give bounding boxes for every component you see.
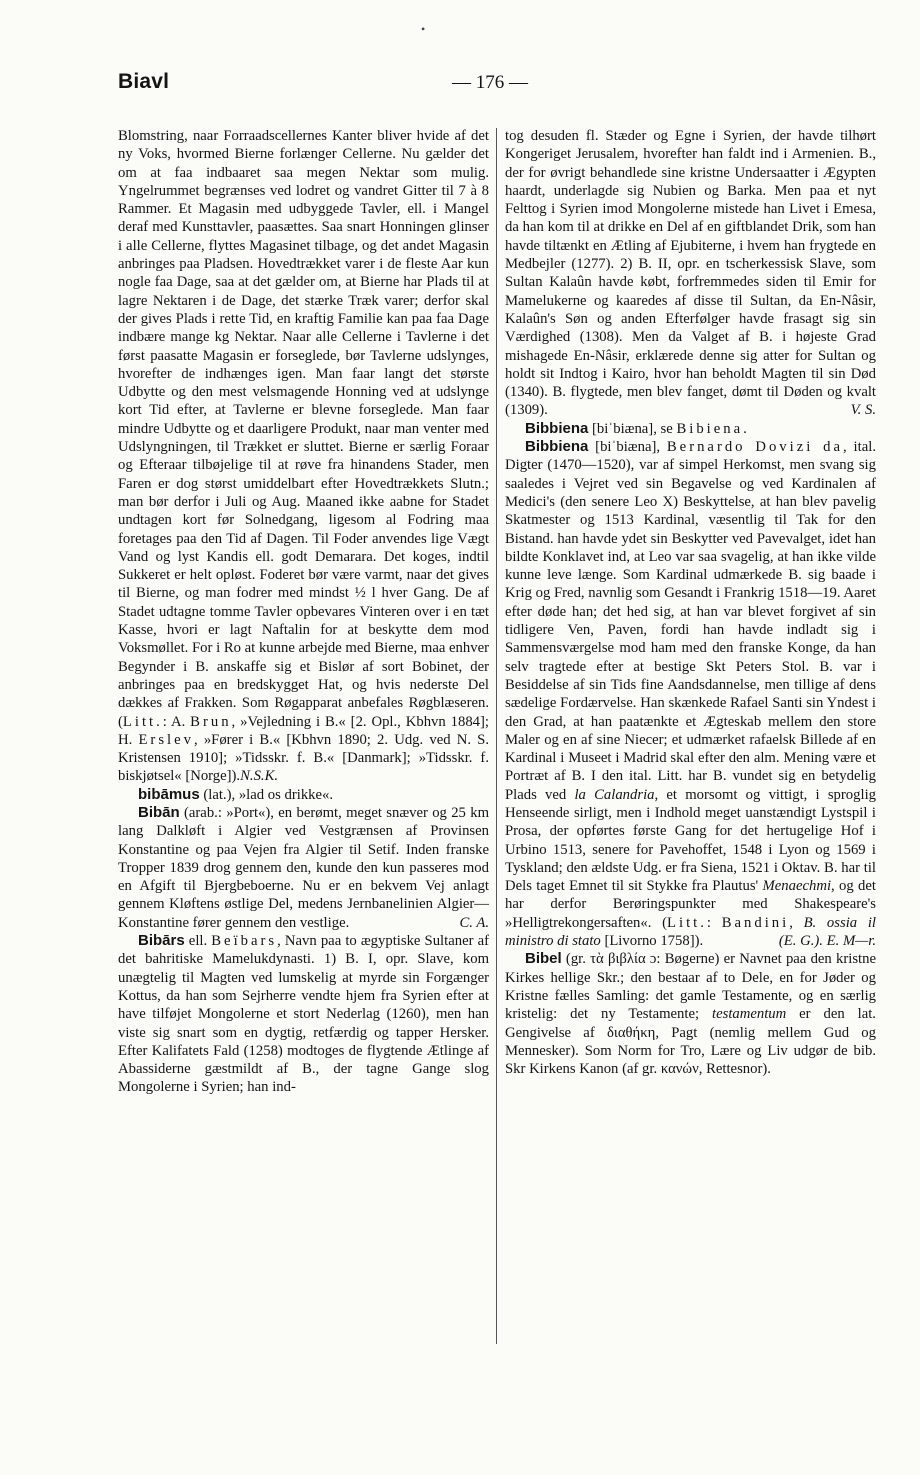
author-erslev: Erslev [138,731,194,748]
right-column [505,127,876,1078]
name-bernardo-dovizi: Bernardo Dovizi da [666,439,844,456]
variant-beibars: Beïbars [211,933,278,950]
entry-bibbiena-ref: Bibbiena [biˈbiæna], se Bibiena. [525,419,747,437]
headword-bibbiena-2: Bibbiena [525,438,589,456]
signature-ca: C. A. [459,914,489,931]
entry-bibars: Bibārs ell. Beïbars, Navn paa to ægyptiske Sultaner af det bahritiske Mamelukdynasti. 1) B. I, opr. Slave, kom unægtelig til Magten ved lumskelig at myrde sin Forgænger Kottus, da han som Sejrherre vendte hjem fra Syrien efter at have tilføjet Mongolerne et stort Nederlag (1260), men han viste sig snart som en dygtig, retfærdig og tapper Hersker. Efter Kalifatets Fald (1258) modtoges de flygtende Ætlinge af Abassiderne gæstmildt af B., der tagne Gange slog Mongolerne i Syrien; han ind- [118,932,490,1096]
signature-vs: V. S. [850,402,876,419]
signature-nsk: N.S.K. [240,768,279,785]
headword-bibbiena-1: Bibbiena [525,419,589,437]
entry-bibbiena: Bibbiena [biˈbiæna], Bernardo Dovizi da, ital. Digter (1470—1520), var af simpel Herkomst, men svang sig saaledes i Vejret ved sin Begavelse og ved Kardinalen af Medici's (den senere Leo X) Beskyttelse, at han blev pavelig Skatmester og 1513 Kardinal, væsentlig til Tak for den Bistand. han havde ydet sin Beskytter ved Pavevalget, idet han bildte Konklavet ind, at Leo var saa svagelig, at han ikke vilde kunne leve længe. Som Kardinal udmærkede B. sig baade i Krig og Fred, navnlig som Gesandt i Frankrig 1518—19. Aaret efter døde han; det hed sig, at han var blevet forgivet af sin tidligere Ven, Paven, fordi han havde indladt sig i Sammensværgelse mod ham med den franske Konge, da han selv tragtede efter at bestige Skt Peters Stol. B. var i Besiddelse af sin Tids fine Aandsdannelse, men tillige af dens sædelige Fordærvelse. Han skænkede Rafael Santi sin Yndest i den Grad, at han paatænkte et Ægteskab mellem den store Maler og en af sine Niecer; et udmærket rafaelsk Billede af en Kardinal i Museet i Madrid skal efter den alm. Mening være et Portræt af B. I den ital. Litt. har B. vundet sig en betydelig Plads ved la Calandria, et morsomt og vittigt, i sproglig Henseende sirligt, men i Indhold meget uanstændigt Lystspil i Prosa, der opførtes første Gang for det hertugelige Hof i Urbino 1513, senere for Pavehoffet, 1548 i Lyon og 1569 i Tyskland; den ældste Udg. er fra Siena, 1521 i Oktav. B. har til Dels taget Emnet til sit Stykke fra Plautus' Menaechmi, og det har derfor Berøringspunkter med Shakespeare's »Helligtrekongersaften«. (Litt.: Bandini, B. ossia il ministro di stato [Livorno 1758]). (E. G.). E. M—r. [505,438,876,950]
author-brun: Brun [190,713,232,730]
entry-bibars-continuation: tog desuden fl. Stæder og Egne i Syrien, der havde tilhørt Kongeriget Jerusalem, hvorefter han faldt ind i Armenien. B., der for øvrigt behandlede sine kristne Undersaatter i Ægypten haardt, underlagde sig Nubien og Barka. Men paa et nyt Felttog i Syrien imod Mongolerne mistede han Livet i Emesa, da han kom til at drikke en Del af en giftblandet Drik, som han havde tiltænkt en Ætling af Ejubiterne, i hvem han frygtede en Medbejler (1277). 2) B. II, opr. en tscherkessisk Slave, som Sultan Kalaûn havde købt, forfremmedes siden til Emir for Mamelukerne og kaaredes af disse til Sultan, da En-Nâsir, Kalaûn's Søn og anden Efterfølger havde frasagt sig sin Værdighed (1308). Men da Valget af B. i højeste Grad mishagede En-Nâsir, erklærede denne sig atter for Sultan og holdt sit Indtog i Kairo, hvor han beholdt Magten til sin Død (1340). B. flygtede, men blev fanget, dømt til Døden og kvalt (1309). V. S. [505,128,876,419]
litt-label: Litt. [667,914,707,931]
column-divider [496,128,497,1344]
entry-biban: Bibān (arab.: »Port«), en berømt, meget snæver og 25 km lang Dalkløft i Algier ved Vestgrænsen af Provinsen Konstantine og paa Vejen fra Algier til Setif. Inden franske Tropper 1839 drog gennem den, kunde den kun passeres mod en Afgift til Bjergbeboerne. Nu er en bekvem Vej anlagt gennem Kløftens østlige Del, medens Jernbanelinien Algier—Konstantine fører gennem den vestlige. C. A. [118,803,489,931]
top-dot-mark: • [421,22,426,36]
entry-biavl-continuation: Blomstring, naar Forraadscellernes Kanter bliver hvide af det ny Voks, hvormed Bierne forlænger Cellerne. Nu gælder det om at faa indbaaret saa megen Nektar som mulig. Yngelrummet begrænses ved lodret og vandret Gitter til 7 à 8 Rammer. Et Magasin med udbyggede Tavler, ell. i Mangel deraf med Kunsttavler, paasættes. Saa snart Honningen glinser i alle Cellerne, flyttes Magasinet tilbage, og det andet Magasin anbringes paa Pladsen. Hovedtrækket varer i de fleste Aar kun nogle faa Dage, saa at det gælder om, at Bierne har Plads til at lagre Nektaren i de Dage, det stærke Træk varer; derfor skal der gives Plads i rette Tid, en kraftig Familie kan paa faa Dage indbære mange kg Nektar. Naar alle Cellerne i Tavlerne i det først paasatte Magasin er forseglede, bør Tavlerne udslynges, hvorefter de indhænges igen. Man faar langt det største Udbytte og den mest velsmagende Honning ved at udslynge kort Tid efter, at Tavlerne er blevne forseglede. Man faar mindre Udbytte og et daarligere Produkt, naar man venter med Udslyngningen, til Trækket er sluttet. Bierne er særlig Foraar og Efteraar tilbøjelige til at røve fra hinandens Stader, men Faren er dog størst umiddelbart efter Hovedtrækkets Slutn.; man bør derfor i Juli og Aug. Maaned ikke aabne for Stadet undtagen kort før Solnedgang, ligesom al Fodring maa foretages paa den Tid af Dagen. Til Foder anvendes lige Vægt Vand og lyst Kandis ell. godt Demarara. Det koges, indtil Sukkeret er helt opløst. Foderet bør være varmt, naar det gives til Bierne, og man fodrer med mindst ½ l hver Gang. De af Stadet udtagne tomme Tavler opbevares Vinteren over i en tæt Kasse, hvori er lagt Naftalin for at beskytte dem mod Voksmøllet. For i Ro at kunne arbejde med Bierne, maa enhver Begynder i B. anskaffe sig et Bislør af sort Bobinet, der anbringes paa en bredskygget Hat, og hvis nederste Del dækkes af Frakken. Som Røgapparat anbefales Røgblæseren. (Litt.: A. Brun, »Vejledning i B.« [2. Opl., Kbhvn 1884]; H. Erslev, »Fører i B.« [Kbhvn 1890; 2. Udg. ved N. S. Kristensen 1910]; »Tidsskr. f. B.« [Danmark]; »Tidsskr. f. biskjøtsel« [Norge]).N.S.K. [118,128,490,785]
title-ossia: B. ossia il ministro di stato [505,914,876,950]
headword-biban: Bibān [138,803,180,821]
entry-bibel: Bibel (gr. τὰ βιβλία ɔ: Bøgerne) er Navnet paa den kristne Kirkes hellige Skr.; den bestaar af to Dele, en for Jøder og Kristne fælles Samling: det gamle Testamente, og en særlig kristelig: det ny Testamente; testamentum er den lat. Gengivelse af διαθήκη, Pagt (nemlig mellem Gud og Mennesker). Som Norm for Tro, Lære og Liv udgør de bib. Skr Kirkens Kanon (af gr. κανών, Rettesnor). [505,950,876,1078]
crossref-bibiena: Bibiena [676,420,744,437]
headword-bibel: Bibel [525,950,562,968]
page-number: — 176 — [452,72,528,93]
headword-bibamus: bibāmus [138,785,200,803]
entry-bibamus: bibāmus (lat.), »lad os drikke«. [138,785,334,803]
headword-bibars: Bibārs [138,932,185,950]
left-column [118,127,489,1097]
title-calandria: la Calandria [574,786,655,803]
title-menaechmi: Menaechmi [762,878,832,895]
signature-eg-em: (E. G.). E. M—r. [778,933,876,950]
author-bandini: Bandini [721,914,790,931]
running-head-word: Biavl [118,70,170,93]
term-testamentum: testamentum [712,1006,787,1023]
litt-label: Litt. [122,713,163,730]
